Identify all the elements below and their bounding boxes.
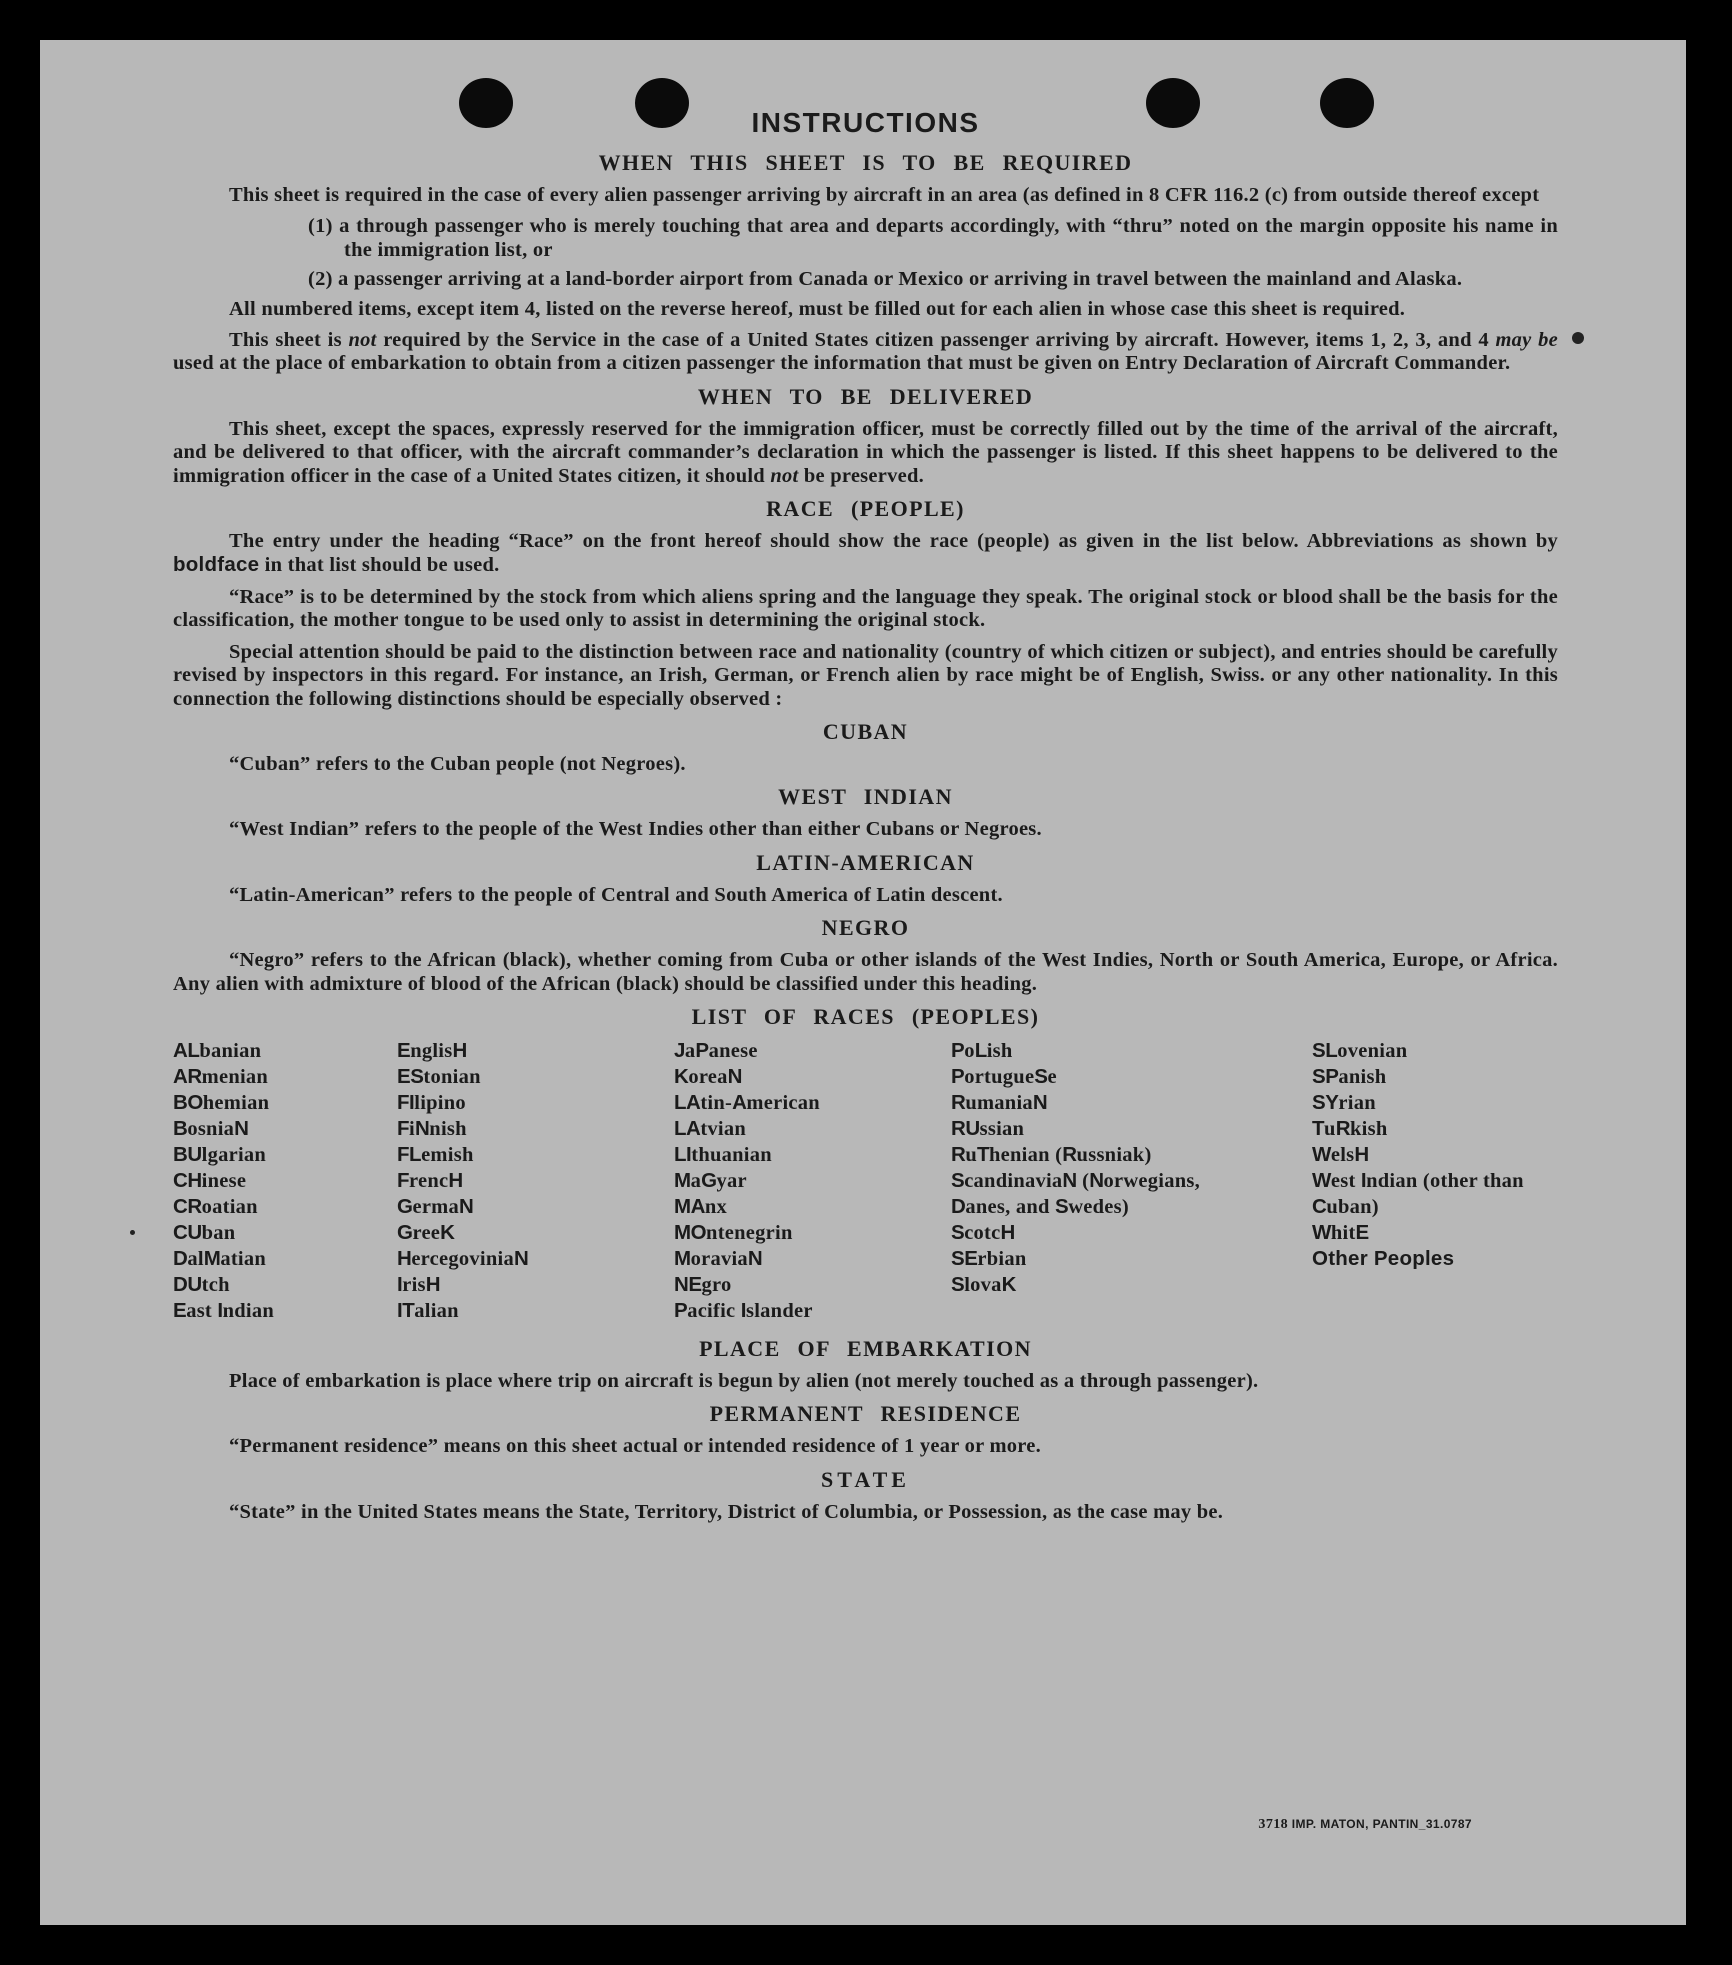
delivered-text-part: This sheet, except the spaces, expressly reserved for the immigration officer, must be correctly filled out by the time of the arrival of the aircraft, and be delivered to that officer, with the aircraft commander’s declaration in which the passenger is listed. If this sheet happens to be delivered to the immigration officer in the case of a United States citizen, it should [173, 417, 1558, 487]
race-paragraph-part: The entry under the heading “Race” on the front hereof should show the race (people) as given in the list below. Abbreviations as shown by [229, 530, 1558, 553]
negro-definition: “Negro” refers to the African (black), whether coming from Cuba or other islands of the West Indies, North or South America, Europe, or Africa. Any alien with admixture of blood of the African (black) should be classified under this heading. [173, 949, 1558, 995]
race-entry: FIlipino [397, 1090, 466, 1114]
delivered-text [173, 418, 1558, 488]
race-entry: FLemish [397, 1142, 474, 1166]
race-entry: WhitE [1312, 1220, 1369, 1244]
race-column-2 [397, 1038, 528, 1324]
race-column-3 [674, 1038, 820, 1324]
instructions-text [173, 106, 1558, 1532]
race-entry: SErbian [951, 1246, 1027, 1270]
race-entry: East Indian [173, 1298, 274, 1322]
race-entry: CUban [173, 1220, 236, 1244]
citizen-note-part: This sheet is [229, 329, 349, 352]
required-intro: This sheet is required in the case of every alien passenger arriving by aircraft in an area (as defined in 8 CFR 116.2 (c) from outside thereof except [229, 184, 1540, 206]
race-column-1 [173, 1038, 274, 1324]
race-entry: LAtvian [674, 1116, 747, 1140]
race-column-5 [1312, 1038, 1558, 1272]
race-entry: BosniaN [173, 1116, 249, 1140]
embarkation-text: Place of embarkation is place where trip on aircraft is begun by alien (not merely touched as a through passenger). [229, 1369, 1259, 1392]
heading-embarkation: PLACE OF EMBARKATION [699, 1335, 1032, 1361]
citizen-note-part: required by the Service in the case of a United States citizen passenger arriving by aircraft. However, items 1, 2, 3, and 4 [376, 329, 1496, 352]
state-text: “State” in the United States means the State, Territory, District of Columbia, or Possession, as the case may be. [229, 1500, 1224, 1523]
race-entry: ALbanian [173, 1038, 262, 1062]
race-entry: BUlgarian [173, 1142, 267, 1166]
exception-item-2: (2) a passenger arriving at a land-border airport from Canada or Mexico or arriving in travel between the mainland and Alaska. [308, 268, 1463, 291]
document-sheet [40, 40, 1686, 1925]
heading-race: RACE (PEOPLE) [766, 496, 965, 522]
race-entry: SYrian [1312, 1090, 1376, 1114]
race-entry: GreeK [397, 1220, 455, 1244]
race-entry: RUssian [951, 1116, 1025, 1140]
race-entry: PoLish [951, 1038, 1013, 1062]
race-entry: DUtch [173, 1272, 230, 1296]
west-indian-definition: “West Indian” refers to the people of the West Indies other than either Cubans or Negroes. [229, 818, 1042, 841]
race-entry: IrisH [397, 1272, 441, 1296]
race-entry: RumaniaN [951, 1090, 1048, 1114]
race-entry: FiNnish [397, 1116, 467, 1140]
printer-imprint: IMP. MATON, PANTIN_31.0787 [1291, 1817, 1472, 1831]
exception-item-1: (1) a through passenger who is merely touching that area and departs accordingly, with “thru” noted on the margin opposite his name in the immigration list, or [308, 215, 1558, 261]
race-entry: BOhemian [173, 1090, 270, 1114]
race-entry: WelsH [1312, 1142, 1369, 1166]
race-entry: GermaN [397, 1194, 474, 1218]
race-entry: ITalian [397, 1298, 459, 1322]
race-list [173, 1038, 1558, 1328]
race-entry: SPanish [1312, 1064, 1387, 1088]
race-entry: West Indian (other than Cuban) [1312, 1168, 1524, 1218]
race-entry: EStonian [397, 1064, 481, 1088]
race-paragraph-part: in that list should be used. [259, 554, 500, 577]
heading-permanent-residence: PERMANENT RESIDENCE [709, 1401, 1022, 1427]
heading-negro: NEGRO [821, 915, 910, 941]
race-entry: MaGyar [674, 1168, 747, 1192]
printer-footer [1258, 1817, 1472, 1833]
race-entry: MOntenegrin [674, 1220, 793, 1244]
numbered-items-note: All numbered items, except item 4, listed on the reverse hereof, must be filled out for each alien in whose case this sheet is required. [229, 297, 1406, 320]
race-entry: ARmenian [173, 1064, 269, 1088]
citizen-note-part: used at the place of embarkation to obtain from a citizen passenger the information that must be given on Entry Declaration of Aircraft Commander. [173, 352, 1511, 375]
boldface-word: boldface [173, 553, 260, 577]
race-entry-other-peoples: Other Peoples [1312, 1246, 1455, 1270]
race-paragraph-1 [173, 530, 1558, 578]
race-entry: CHinese [173, 1168, 247, 1192]
heading-west-indian: WEST INDIAN [778, 784, 953, 810]
race-entry: CRoatian [173, 1194, 258, 1218]
race-paragraph-3: Special attention should be paid to the distinction between race and nationality (country of which citizen or subject), and entries should be carefully revised by inspectors in this regard. For instance, an Irish, German, or French alien by race might be of English, Swiss. or any other nationality. In this connection the following distinctions should be especially observed : [173, 640, 1558, 710]
race-entry: SlovaK [951, 1272, 1016, 1296]
race-entry: RuThenian (Russniak) [951, 1142, 1152, 1166]
race-entry: LAtin-American [674, 1090, 820, 1114]
race-entry: NEgro [674, 1272, 732, 1296]
race-entry: ScandinaviaN (Norwegians, Danes, and Swedes) [951, 1168, 1200, 1218]
heading-cuban: CUBAN [822, 718, 909, 744]
delivered-text-part: be preserved. [798, 464, 924, 487]
race-entry: MAnx [674, 1194, 728, 1218]
race-entry: ScotcH [951, 1220, 1015, 1244]
race-paragraph-2: “Race” is to be determined by the stock from which aliens spring and the language they speak. The original stock or blood shall be the basis for the classification, the mother tongue to be used only to assist in determining the original stock. [173, 585, 1558, 632]
heading-latin-american: LATIN-AMERICAN [756, 849, 975, 875]
permanent-residence-text: “Permanent residence” means on this sheet actual or intended residence of 1 year or more. [229, 1435, 1041, 1458]
race-entry: DalMatian [173, 1246, 267, 1270]
cuban-definition: “Cuban” refers to the Cuban people (not Negroes). [229, 752, 686, 775]
race-column-4 [951, 1038, 1241, 1298]
heading-list-of-races: LIST OF RACES (PEOPLES) [691, 1003, 1040, 1029]
race-entry: SLovenian [1312, 1038, 1408, 1062]
race-entry: LIthuanian [674, 1142, 772, 1166]
race-entry: JaPanese [674, 1038, 758, 1062]
race-entry: EnglisH [397, 1038, 467, 1062]
citizen-note-emphasis: not [348, 329, 377, 352]
race-entry: MoraviaN [674, 1246, 763, 1270]
ink-speck [1572, 332, 1584, 344]
ink-speck [130, 1230, 135, 1235]
race-entry: PortugueSe [951, 1064, 1057, 1088]
heading-state: STATE [821, 1466, 910, 1492]
citizen-note-emphasis: may be [1495, 329, 1559, 352]
citizen-note [173, 329, 1558, 376]
form-number: 3718 [1258, 1817, 1289, 1832]
race-entry: HercegoviniaN [397, 1246, 529, 1270]
page-title: INSTRUCTIONS [751, 107, 980, 138]
delivered-text-emphasis: not [770, 464, 799, 487]
race-entry: Pacific Islander [674, 1298, 813, 1322]
race-entry: TuRkish [1312, 1116, 1388, 1140]
heading-delivered: WHEN TO BE DELIVERED [697, 383, 1034, 409]
race-entry: KoreaN [674, 1064, 742, 1088]
race-entry: FrencH [397, 1168, 463, 1192]
latin-american-definition: “Latin-American” refers to the people of Central and South America of Latin descent. [229, 883, 1003, 906]
heading-required: WHEN THIS SHEET IS TO BE REQUIRED [598, 150, 1133, 175]
